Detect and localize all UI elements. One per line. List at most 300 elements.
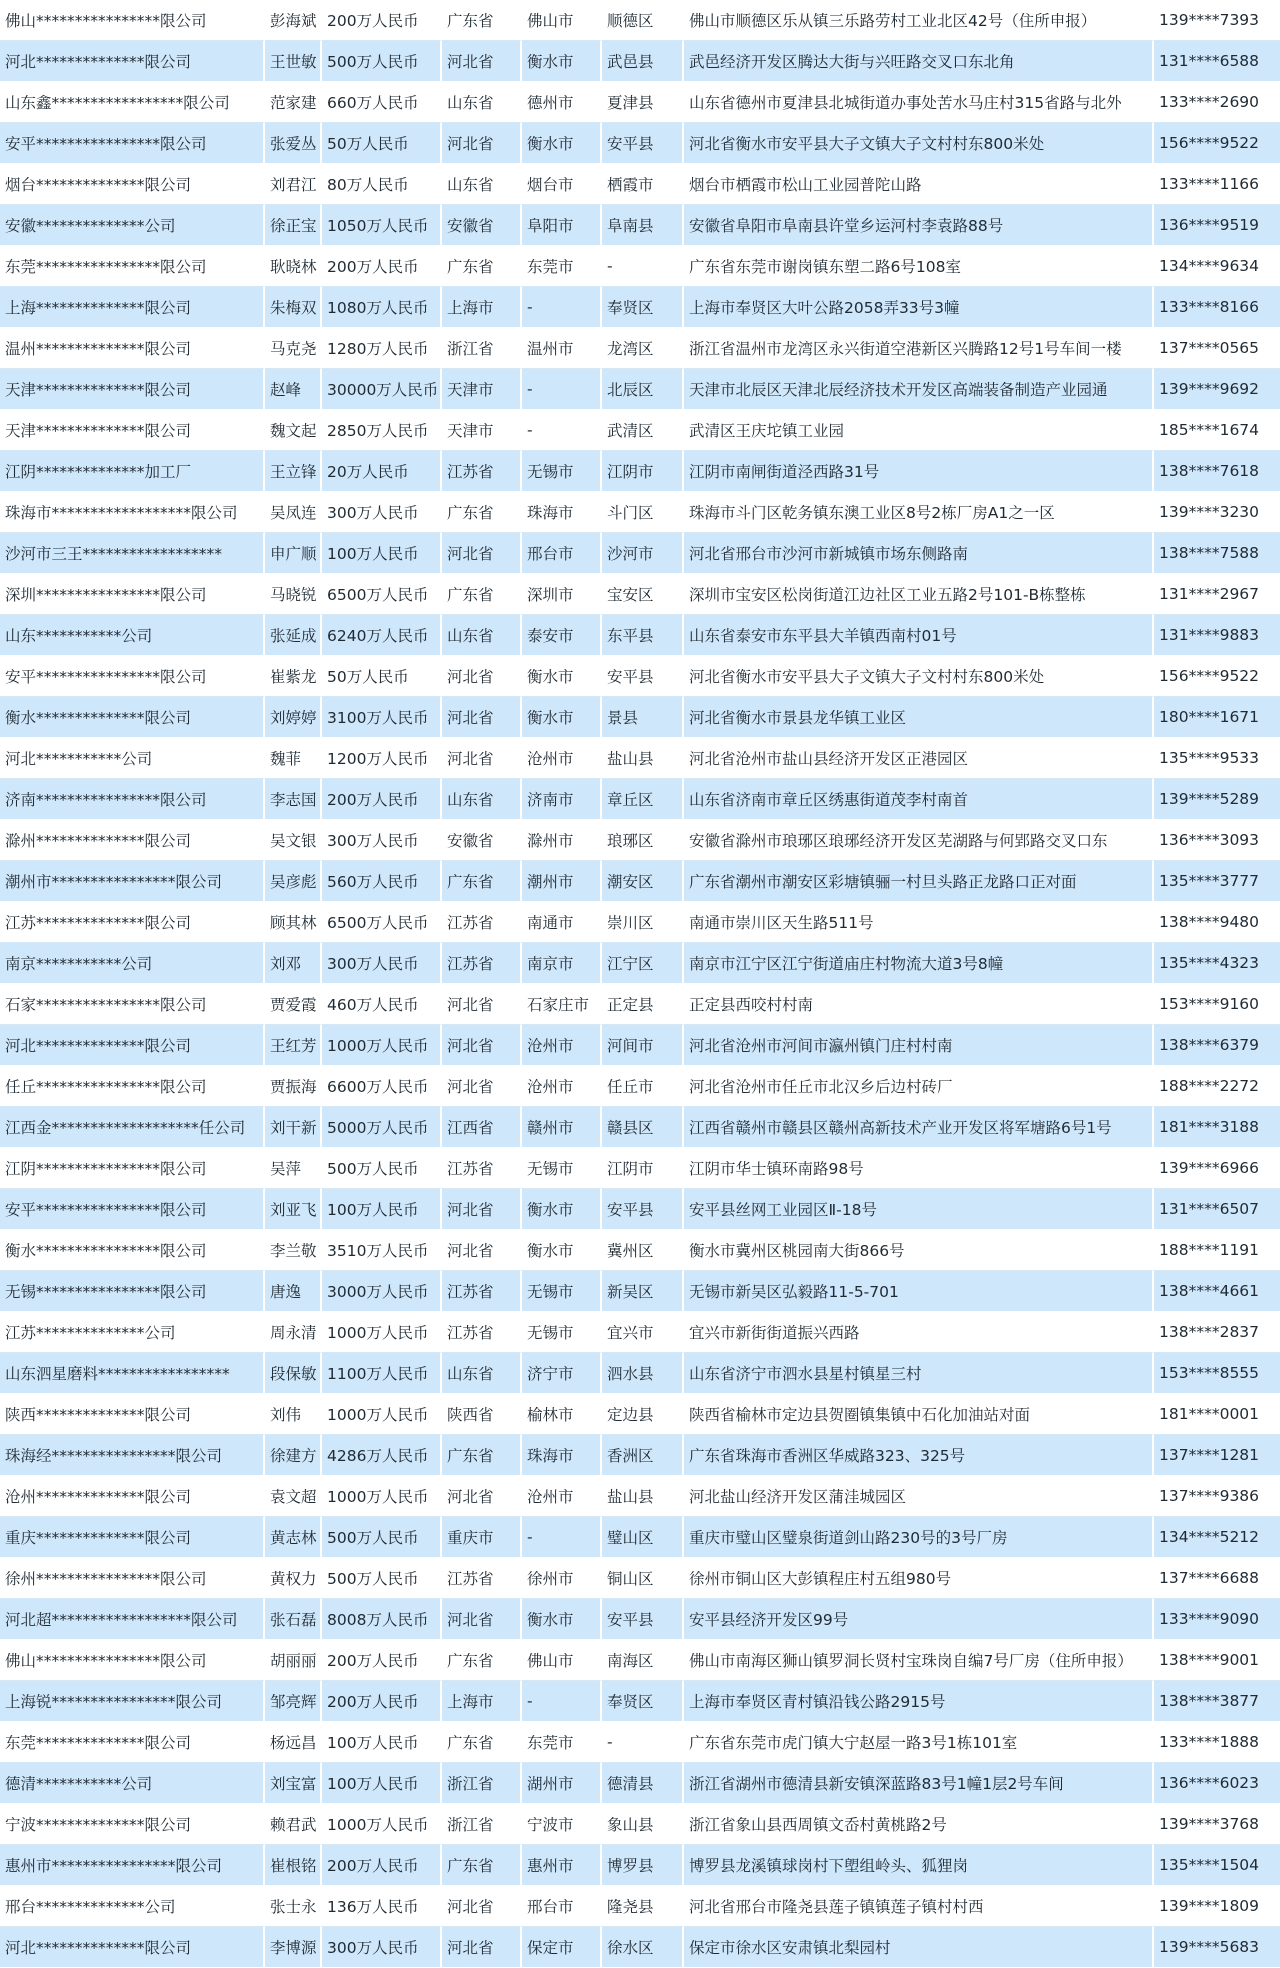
phone-cell: 135****3777 xyxy=(1154,861,1280,902)
company-name-cell: 河北**************限公司 xyxy=(0,1927,265,1968)
company-name-cell: 烟台**************限公司 xyxy=(0,164,265,205)
city-cell: 徐州市 xyxy=(522,1558,602,1599)
city-cell: 济南市 xyxy=(522,779,602,820)
province-cell: 广东省 xyxy=(442,492,522,533)
company-name-cell: 江苏**************限公司 xyxy=(0,902,265,943)
table-row xyxy=(0,410,1280,451)
address-cell: 广东省东莞市谢岗镇东塑二路6号108室 xyxy=(684,246,1154,287)
province-cell: 上海市 xyxy=(442,287,522,328)
phone-cell: 131****9883 xyxy=(1154,615,1280,656)
legal-rep-cell: 朱梅双 xyxy=(265,287,322,328)
province-cell: 广东省 xyxy=(442,1435,522,1476)
district-cell: 江宁区 xyxy=(602,943,684,984)
address-cell: 无锡市新吴区弘毅路11-5-701 xyxy=(684,1271,1154,1312)
legal-rep-cell: 黄权力 xyxy=(265,1558,322,1599)
district-cell: 章丘区 xyxy=(602,779,684,820)
legal-rep-cell: 张士永 xyxy=(265,1886,322,1927)
legal-rep-cell: 马克尧 xyxy=(265,328,322,369)
city-cell: - xyxy=(522,1681,602,1722)
phone-cell: 137****1281 xyxy=(1154,1435,1280,1476)
table-row xyxy=(0,1599,1280,1640)
company-name-cell: 无锡****************限公司 xyxy=(0,1271,265,1312)
capital-cell: 1000万人民币 xyxy=(322,1394,442,1435)
capital-cell: 80万人民币 xyxy=(322,164,442,205)
capital-cell: 2850万人民币 xyxy=(322,410,442,451)
city-cell: 无锡市 xyxy=(522,1148,602,1189)
legal-rep-cell: 唐逸 xyxy=(265,1271,322,1312)
capital-cell: 500万人民币 xyxy=(322,1517,442,1558)
phone-cell: 139****1809 xyxy=(1154,1886,1280,1927)
city-cell: 沧州市 xyxy=(522,738,602,779)
table-row xyxy=(0,246,1280,287)
district-cell: 潮安区 xyxy=(602,861,684,902)
table-row xyxy=(0,1107,1280,1148)
phone-cell: 138****6379 xyxy=(1154,1025,1280,1066)
phone-cell: 135****9533 xyxy=(1154,738,1280,779)
city-cell: 温州市 xyxy=(522,328,602,369)
address-cell: 珠海市斗门区乾务镇东澳工业区8号2栋厂房A1之一区 xyxy=(684,492,1154,533)
district-cell: 铜山区 xyxy=(602,1558,684,1599)
city-cell: 济宁市 xyxy=(522,1353,602,1394)
phone-cell: 137****9386 xyxy=(1154,1476,1280,1517)
district-cell: 阜南县 xyxy=(602,205,684,246)
address-cell: 河北省衡水市安平县大子文镇大子文村村东800米处 xyxy=(684,123,1154,164)
city-cell: 泰安市 xyxy=(522,615,602,656)
company-name-cell: 安徽**************公司 xyxy=(0,205,265,246)
legal-rep-cell: 王立锋 xyxy=(265,451,322,492)
province-cell: 广东省 xyxy=(442,1640,522,1681)
city-cell: - xyxy=(522,287,602,328)
legal-rep-cell: 崔根铭 xyxy=(265,1845,322,1886)
address-cell: 佛山市南海区狮山镇罗洞长贤村宝珠岗自编7号厂房（住所申报） xyxy=(684,1640,1154,1681)
company-name-cell: 上海**************限公司 xyxy=(0,287,265,328)
capital-cell: 1000万人民币 xyxy=(322,1476,442,1517)
province-cell: 浙江省 xyxy=(442,328,522,369)
company-name-cell: 佛山****************限公司 xyxy=(0,0,265,41)
table-row xyxy=(0,861,1280,902)
address-cell: 武邑经济开发区腾达大街与兴旺路交叉口东北角 xyxy=(684,41,1154,82)
legal-rep-cell: 吴文银 xyxy=(265,820,322,861)
province-cell: 安徽省 xyxy=(442,820,522,861)
legal-rep-cell: 袁文超 xyxy=(265,1476,322,1517)
district-cell: - xyxy=(602,246,684,287)
province-cell: 河北省 xyxy=(442,533,522,574)
address-cell: 江西省赣州市赣县区赣州高新技术产业开发区将军塘路6号1号 xyxy=(684,1107,1154,1148)
table-row xyxy=(0,287,1280,328)
district-cell: 顺德区 xyxy=(602,0,684,41)
phone-cell: 138****9001 xyxy=(1154,1640,1280,1681)
company-name-cell: 东莞****************限公司 xyxy=(0,246,265,287)
legal-rep-cell: 范家建 xyxy=(265,82,322,123)
phone-cell: 181****3188 xyxy=(1154,1107,1280,1148)
legal-rep-cell: 黄志林 xyxy=(265,1517,322,1558)
table-row xyxy=(0,1189,1280,1230)
company-name-cell: 徐州****************限公司 xyxy=(0,1558,265,1599)
district-cell: 奉贤区 xyxy=(602,287,684,328)
legal-rep-cell: 彭海斌 xyxy=(265,0,322,41)
phone-cell: 134****9634 xyxy=(1154,246,1280,287)
company-name-cell: 深圳****************限公司 xyxy=(0,574,265,615)
province-cell: 河北省 xyxy=(442,1066,522,1107)
province-cell: 江苏省 xyxy=(442,451,522,492)
city-cell: 衡水市 xyxy=(522,123,602,164)
table-row xyxy=(0,533,1280,574)
capital-cell: 3000万人民币 xyxy=(322,1271,442,1312)
city-cell: 滁州市 xyxy=(522,820,602,861)
capital-cell: 660万人民币 xyxy=(322,82,442,123)
district-cell: 任丘市 xyxy=(602,1066,684,1107)
table-row xyxy=(0,1066,1280,1107)
legal-rep-cell: 刘亚飞 xyxy=(265,1189,322,1230)
address-cell: 河北省衡水市安平县大子文镇大子文村村东800米处 xyxy=(684,656,1154,697)
district-cell: - xyxy=(602,1722,684,1763)
table-row xyxy=(0,1476,1280,1517)
capital-cell: 6500万人民币 xyxy=(322,902,442,943)
province-cell: 河北省 xyxy=(442,123,522,164)
province-cell: 陕西省 xyxy=(442,1394,522,1435)
district-cell: 定边县 xyxy=(602,1394,684,1435)
district-cell: 安平县 xyxy=(602,656,684,697)
phone-cell: 188****1191 xyxy=(1154,1230,1280,1271)
capital-cell: 6240万人民币 xyxy=(322,615,442,656)
phone-cell: 185****1674 xyxy=(1154,410,1280,451)
table-row xyxy=(0,451,1280,492)
company-name-cell: 上海锐****************限公司 xyxy=(0,1681,265,1722)
legal-rep-cell: 贾振海 xyxy=(265,1066,322,1107)
capital-cell: 1000万人民币 xyxy=(322,1804,442,1845)
phone-cell: 137****6688 xyxy=(1154,1558,1280,1599)
company-name-cell: 沙河市三王****************** xyxy=(0,533,265,574)
city-cell: 东莞市 xyxy=(522,1722,602,1763)
district-cell: 龙湾区 xyxy=(602,328,684,369)
address-cell: 陕西省榆林市定边县贺圈镇集镇中石化加油站对面 xyxy=(684,1394,1154,1435)
phone-cell: 139****5683 xyxy=(1154,1927,1280,1968)
capital-cell: 200万人民币 xyxy=(322,779,442,820)
address-cell: 山东省德州市夏津县北城街道办事处苦水马庄村315省路与北外 xyxy=(684,82,1154,123)
table-row xyxy=(0,1271,1280,1312)
address-cell: 衡水市冀州区桃园南大街866号 xyxy=(684,1230,1154,1271)
company-name-cell: 济南****************限公司 xyxy=(0,779,265,820)
province-cell: 山东省 xyxy=(442,615,522,656)
city-cell: 珠海市 xyxy=(522,492,602,533)
table-row xyxy=(0,820,1280,861)
city-cell: 湖州市 xyxy=(522,1763,602,1804)
address-cell: 广东省潮州市潮安区彩塘镇骊一村旦头路正龙路口正对面 xyxy=(684,861,1154,902)
district-cell: 北辰区 xyxy=(602,369,684,410)
phone-cell: 133****1166 xyxy=(1154,164,1280,205)
address-cell: 南通市崇川区天生路511号 xyxy=(684,902,1154,943)
phone-cell: 139****7393 xyxy=(1154,0,1280,41)
city-cell: 佛山市 xyxy=(522,0,602,41)
district-cell: 奉贤区 xyxy=(602,1681,684,1722)
company-name-cell: 江阴**************加工厂 xyxy=(0,451,265,492)
province-cell: 广东省 xyxy=(442,1845,522,1886)
province-cell: 河北省 xyxy=(442,1189,522,1230)
table-row xyxy=(0,1394,1280,1435)
district-cell: 安平县 xyxy=(602,1599,684,1640)
table-row xyxy=(0,656,1280,697)
company-name-cell: 滁州**************限公司 xyxy=(0,820,265,861)
district-cell: 沙河市 xyxy=(602,533,684,574)
city-cell: 南京市 xyxy=(522,943,602,984)
province-cell: 广东省 xyxy=(442,574,522,615)
phone-cell: 133****1888 xyxy=(1154,1722,1280,1763)
capital-cell: 460万人民币 xyxy=(322,984,442,1025)
capital-cell: 300万人民币 xyxy=(322,1927,442,1968)
city-cell: 石家庄市 xyxy=(522,984,602,1025)
province-cell: 江苏省 xyxy=(442,943,522,984)
province-cell: 江苏省 xyxy=(442,1148,522,1189)
table-row xyxy=(0,943,1280,984)
address-cell: 山东省济南市章丘区绣惠街道茂李村南首 xyxy=(684,779,1154,820)
company-name-cell: 安平****************限公司 xyxy=(0,1189,265,1230)
address-cell: 山东省泰安市东平县大羊镇西南村01号 xyxy=(684,615,1154,656)
legal-rep-cell: 赖君武 xyxy=(265,1804,322,1845)
address-cell: 博罗县龙溪镇球岗村下塱组岭头、狐狸岗 xyxy=(684,1845,1154,1886)
company-name-cell: 邢台**************公司 xyxy=(0,1886,265,1927)
city-cell: 无锡市 xyxy=(522,451,602,492)
province-cell: 河北省 xyxy=(442,1927,522,1968)
address-cell: 安平县经济开发区99号 xyxy=(684,1599,1154,1640)
table-row xyxy=(0,164,1280,205)
address-cell: 浙江省温州市龙湾区永兴街道空港新区兴腾路12号1号车间一楼 xyxy=(684,328,1154,369)
province-cell: 河北省 xyxy=(442,738,522,779)
address-cell: 徐州市铜山区大彭镇程庄村五组980号 xyxy=(684,1558,1154,1599)
legal-rep-cell: 周永清 xyxy=(265,1312,322,1353)
legal-rep-cell: 李志国 xyxy=(265,779,322,820)
district-cell: 新吴区 xyxy=(602,1271,684,1312)
capital-cell: 3510万人民币 xyxy=(322,1230,442,1271)
city-cell: 衡水市 xyxy=(522,1599,602,1640)
province-cell: 河北省 xyxy=(442,1476,522,1517)
company-name-cell: 河北**************限公司 xyxy=(0,41,265,82)
company-name-cell: 衡水****************限公司 xyxy=(0,1230,265,1271)
table-row xyxy=(0,0,1280,41)
company-name-cell: 东莞**************限公司 xyxy=(0,1722,265,1763)
capital-cell: 3100万人民币 xyxy=(322,697,442,738)
company-name-cell: 任丘****************限公司 xyxy=(0,1066,265,1107)
city-cell: 南通市 xyxy=(522,902,602,943)
company-name-cell: 天津**************限公司 xyxy=(0,369,265,410)
legal-rep-cell: 胡丽丽 xyxy=(265,1640,322,1681)
table-row xyxy=(0,82,1280,123)
company-name-cell: 安平****************限公司 xyxy=(0,123,265,164)
legal-rep-cell: 刘伟 xyxy=(265,1394,322,1435)
district-cell: 琅琊区 xyxy=(602,820,684,861)
table-row xyxy=(0,1804,1280,1845)
city-cell: - xyxy=(522,410,602,451)
district-cell: 德清县 xyxy=(602,1763,684,1804)
phone-cell: 139****9692 xyxy=(1154,369,1280,410)
province-cell: 河北省 xyxy=(442,41,522,82)
capital-cell: 5000万人民币 xyxy=(322,1107,442,1148)
table-row xyxy=(0,902,1280,943)
province-cell: 安徽省 xyxy=(442,205,522,246)
company-name-cell: 温州**************限公司 xyxy=(0,328,265,369)
district-cell: 宜兴市 xyxy=(602,1312,684,1353)
address-cell: 佛山市顺德区乐从镇三乐路劳村工业北区42号（住所申报） xyxy=(684,0,1154,41)
district-cell: 宝安区 xyxy=(602,574,684,615)
legal-rep-cell: 徐建方 xyxy=(265,1435,322,1476)
city-cell: 保定市 xyxy=(522,1927,602,1968)
city-cell: 宁波市 xyxy=(522,1804,602,1845)
legal-rep-cell: 吴彦彪 xyxy=(265,861,322,902)
capital-cell: 6500万人民币 xyxy=(322,574,442,615)
capital-cell: 500万人民币 xyxy=(322,1558,442,1599)
company-name-cell: 衡水**************限公司 xyxy=(0,697,265,738)
capital-cell: 50万人民币 xyxy=(322,123,442,164)
address-cell: 安徽省阜阳市阜南县许堂乡运河村李袁路88号 xyxy=(684,205,1154,246)
address-cell: 广东省珠海市香洲区华威路323、325号 xyxy=(684,1435,1154,1476)
phone-cell: 133****9090 xyxy=(1154,1599,1280,1640)
phone-cell: 156****9522 xyxy=(1154,656,1280,697)
phone-cell: 181****0001 xyxy=(1154,1394,1280,1435)
table-row xyxy=(0,1148,1280,1189)
province-cell: 山东省 xyxy=(442,82,522,123)
table-row xyxy=(0,1025,1280,1066)
company-name-cell: 宁波**************限公司 xyxy=(0,1804,265,1845)
table-row xyxy=(0,1722,1280,1763)
address-cell: 河北省沧州市盐山县经济开发区正港园区 xyxy=(684,738,1154,779)
capital-cell: 8008万人民币 xyxy=(322,1599,442,1640)
capital-cell: 200万人民币 xyxy=(322,0,442,41)
table-row xyxy=(0,738,1280,779)
capital-cell: 1000万人民币 xyxy=(322,1312,442,1353)
address-cell: 安徽省滁州市琅琊区琅琊经济开发区芜湖路与何郢路交叉口东 xyxy=(684,820,1154,861)
address-cell: 河北省沧州市任丘市北汉乡后边村砖厂 xyxy=(684,1066,1154,1107)
legal-rep-cell: 刘邓 xyxy=(265,943,322,984)
district-cell: 盐山县 xyxy=(602,1476,684,1517)
table-row xyxy=(0,369,1280,410)
company-name-cell: 江阴****************限公司 xyxy=(0,1148,265,1189)
table-row xyxy=(0,1681,1280,1722)
district-cell: 璧山区 xyxy=(602,1517,684,1558)
legal-rep-cell: 崔紫龙 xyxy=(265,656,322,697)
legal-rep-cell: 王世敏 xyxy=(265,41,322,82)
city-cell: 衡水市 xyxy=(522,656,602,697)
capital-cell: 200万人民币 xyxy=(322,246,442,287)
address-cell: 河北省邢台市沙河市新城镇市场东侧路南 xyxy=(684,533,1154,574)
address-cell: 安平县丝网工业园区Ⅱ-18号 xyxy=(684,1189,1154,1230)
phone-cell: 138****3877 xyxy=(1154,1681,1280,1722)
city-cell: - xyxy=(522,1517,602,1558)
province-cell: 广东省 xyxy=(442,246,522,287)
district-cell: 江阴市 xyxy=(602,451,684,492)
phone-cell: 153****9160 xyxy=(1154,984,1280,1025)
table-row xyxy=(0,779,1280,820)
address-cell: 江阴市南闸街道泾西路31号 xyxy=(684,451,1154,492)
company-name-cell: 石家****************限公司 xyxy=(0,984,265,1025)
city-cell: 德州市 xyxy=(522,82,602,123)
legal-rep-cell: 邹亮辉 xyxy=(265,1681,322,1722)
table-row xyxy=(0,697,1280,738)
capital-cell: 6600万人民币 xyxy=(322,1066,442,1107)
address-cell: 河北省沧州市河间市瀛州镇门庄村村南 xyxy=(684,1025,1154,1066)
city-cell: 邢台市 xyxy=(522,1886,602,1927)
province-cell: 山东省 xyxy=(442,164,522,205)
district-cell: 斗门区 xyxy=(602,492,684,533)
city-cell: - xyxy=(522,369,602,410)
city-cell: 潮州市 xyxy=(522,861,602,902)
province-cell: 河北省 xyxy=(442,697,522,738)
phone-cell: 136****9519 xyxy=(1154,205,1280,246)
province-cell: 江苏省 xyxy=(442,1312,522,1353)
address-cell: 烟台市栖霞市松山工业园普陀山路 xyxy=(684,164,1154,205)
address-cell: 天津市北辰区天津北辰经济技术开发区高端装备制造产业园通 xyxy=(684,369,1154,410)
table-row xyxy=(0,492,1280,533)
city-cell: 惠州市 xyxy=(522,1845,602,1886)
address-cell: 保定市徐水区安肃镇北梨园村 xyxy=(684,1927,1154,1968)
address-cell: 上海市奉贤区青村镇沿钱公路2915号 xyxy=(684,1681,1154,1722)
province-cell: 广东省 xyxy=(442,861,522,902)
table-row xyxy=(0,574,1280,615)
city-cell: 衡水市 xyxy=(522,1230,602,1271)
table-row xyxy=(0,205,1280,246)
district-cell: 冀州区 xyxy=(602,1230,684,1271)
address-cell: 宜兴市新街街道振兴西路 xyxy=(684,1312,1154,1353)
city-cell: 榆林市 xyxy=(522,1394,602,1435)
capital-cell: 560万人民币 xyxy=(322,861,442,902)
table-row xyxy=(0,984,1280,1025)
phone-cell: 139****3230 xyxy=(1154,492,1280,533)
address-cell: 南京市江宁区江宁街道庙庄村物流大道3号8幢 xyxy=(684,943,1154,984)
legal-rep-cell: 马晓锐 xyxy=(265,574,322,615)
phone-cell: 135****1504 xyxy=(1154,1845,1280,1886)
capital-cell: 500万人民币 xyxy=(322,41,442,82)
phone-cell: 133****2690 xyxy=(1154,82,1280,123)
address-cell: 上海市奉贤区大叶公路2058弄33号3幢 xyxy=(684,287,1154,328)
city-cell: 佛山市 xyxy=(522,1640,602,1681)
table-row xyxy=(0,1886,1280,1927)
city-cell: 邢台市 xyxy=(522,533,602,574)
company-name-cell: 河北***********公司 xyxy=(0,738,265,779)
phone-cell: 136****6023 xyxy=(1154,1763,1280,1804)
table-row xyxy=(0,615,1280,656)
capital-cell: 500万人民币 xyxy=(322,1148,442,1189)
capital-cell: 200万人民币 xyxy=(322,1845,442,1886)
legal-rep-cell: 耿晓林 xyxy=(265,246,322,287)
address-cell: 广东省东莞市虎门镇大宁赵屋一路3号1栋101室 xyxy=(684,1722,1154,1763)
phone-cell: 139****5289 xyxy=(1154,779,1280,820)
legal-rep-cell: 杨远昌 xyxy=(265,1722,322,1763)
legal-rep-cell: 吴萍 xyxy=(265,1148,322,1189)
phone-cell: 139****6966 xyxy=(1154,1148,1280,1189)
province-cell: 广东省 xyxy=(442,1722,522,1763)
province-cell: 江苏省 xyxy=(442,1271,522,1312)
city-cell: 沧州市 xyxy=(522,1066,602,1107)
legal-rep-cell: 吴凤连 xyxy=(265,492,322,533)
province-cell: 江苏省 xyxy=(442,902,522,943)
address-cell: 正定县西咬村村南 xyxy=(684,984,1154,1025)
city-cell: 无锡市 xyxy=(522,1312,602,1353)
city-cell: 赣州市 xyxy=(522,1107,602,1148)
phone-cell: 137****0565 xyxy=(1154,328,1280,369)
phone-cell: 133****8166 xyxy=(1154,287,1280,328)
phone-cell: 138****4661 xyxy=(1154,1271,1280,1312)
city-cell: 珠海市 xyxy=(522,1435,602,1476)
capital-cell: 1080万人民币 xyxy=(322,287,442,328)
legal-rep-cell: 李博源 xyxy=(265,1927,322,1968)
phone-cell: 131****6507 xyxy=(1154,1189,1280,1230)
legal-rep-cell: 徐正宝 xyxy=(265,205,322,246)
province-cell: 江苏省 xyxy=(442,1558,522,1599)
province-cell: 浙江省 xyxy=(442,1804,522,1845)
province-cell: 河北省 xyxy=(442,984,522,1025)
company-name-cell: 陕西**************限公司 xyxy=(0,1394,265,1435)
company-name-cell: 河北超******************限公司 xyxy=(0,1599,265,1640)
legal-rep-cell: 张爱丛 xyxy=(265,123,322,164)
district-cell: 河间市 xyxy=(602,1025,684,1066)
